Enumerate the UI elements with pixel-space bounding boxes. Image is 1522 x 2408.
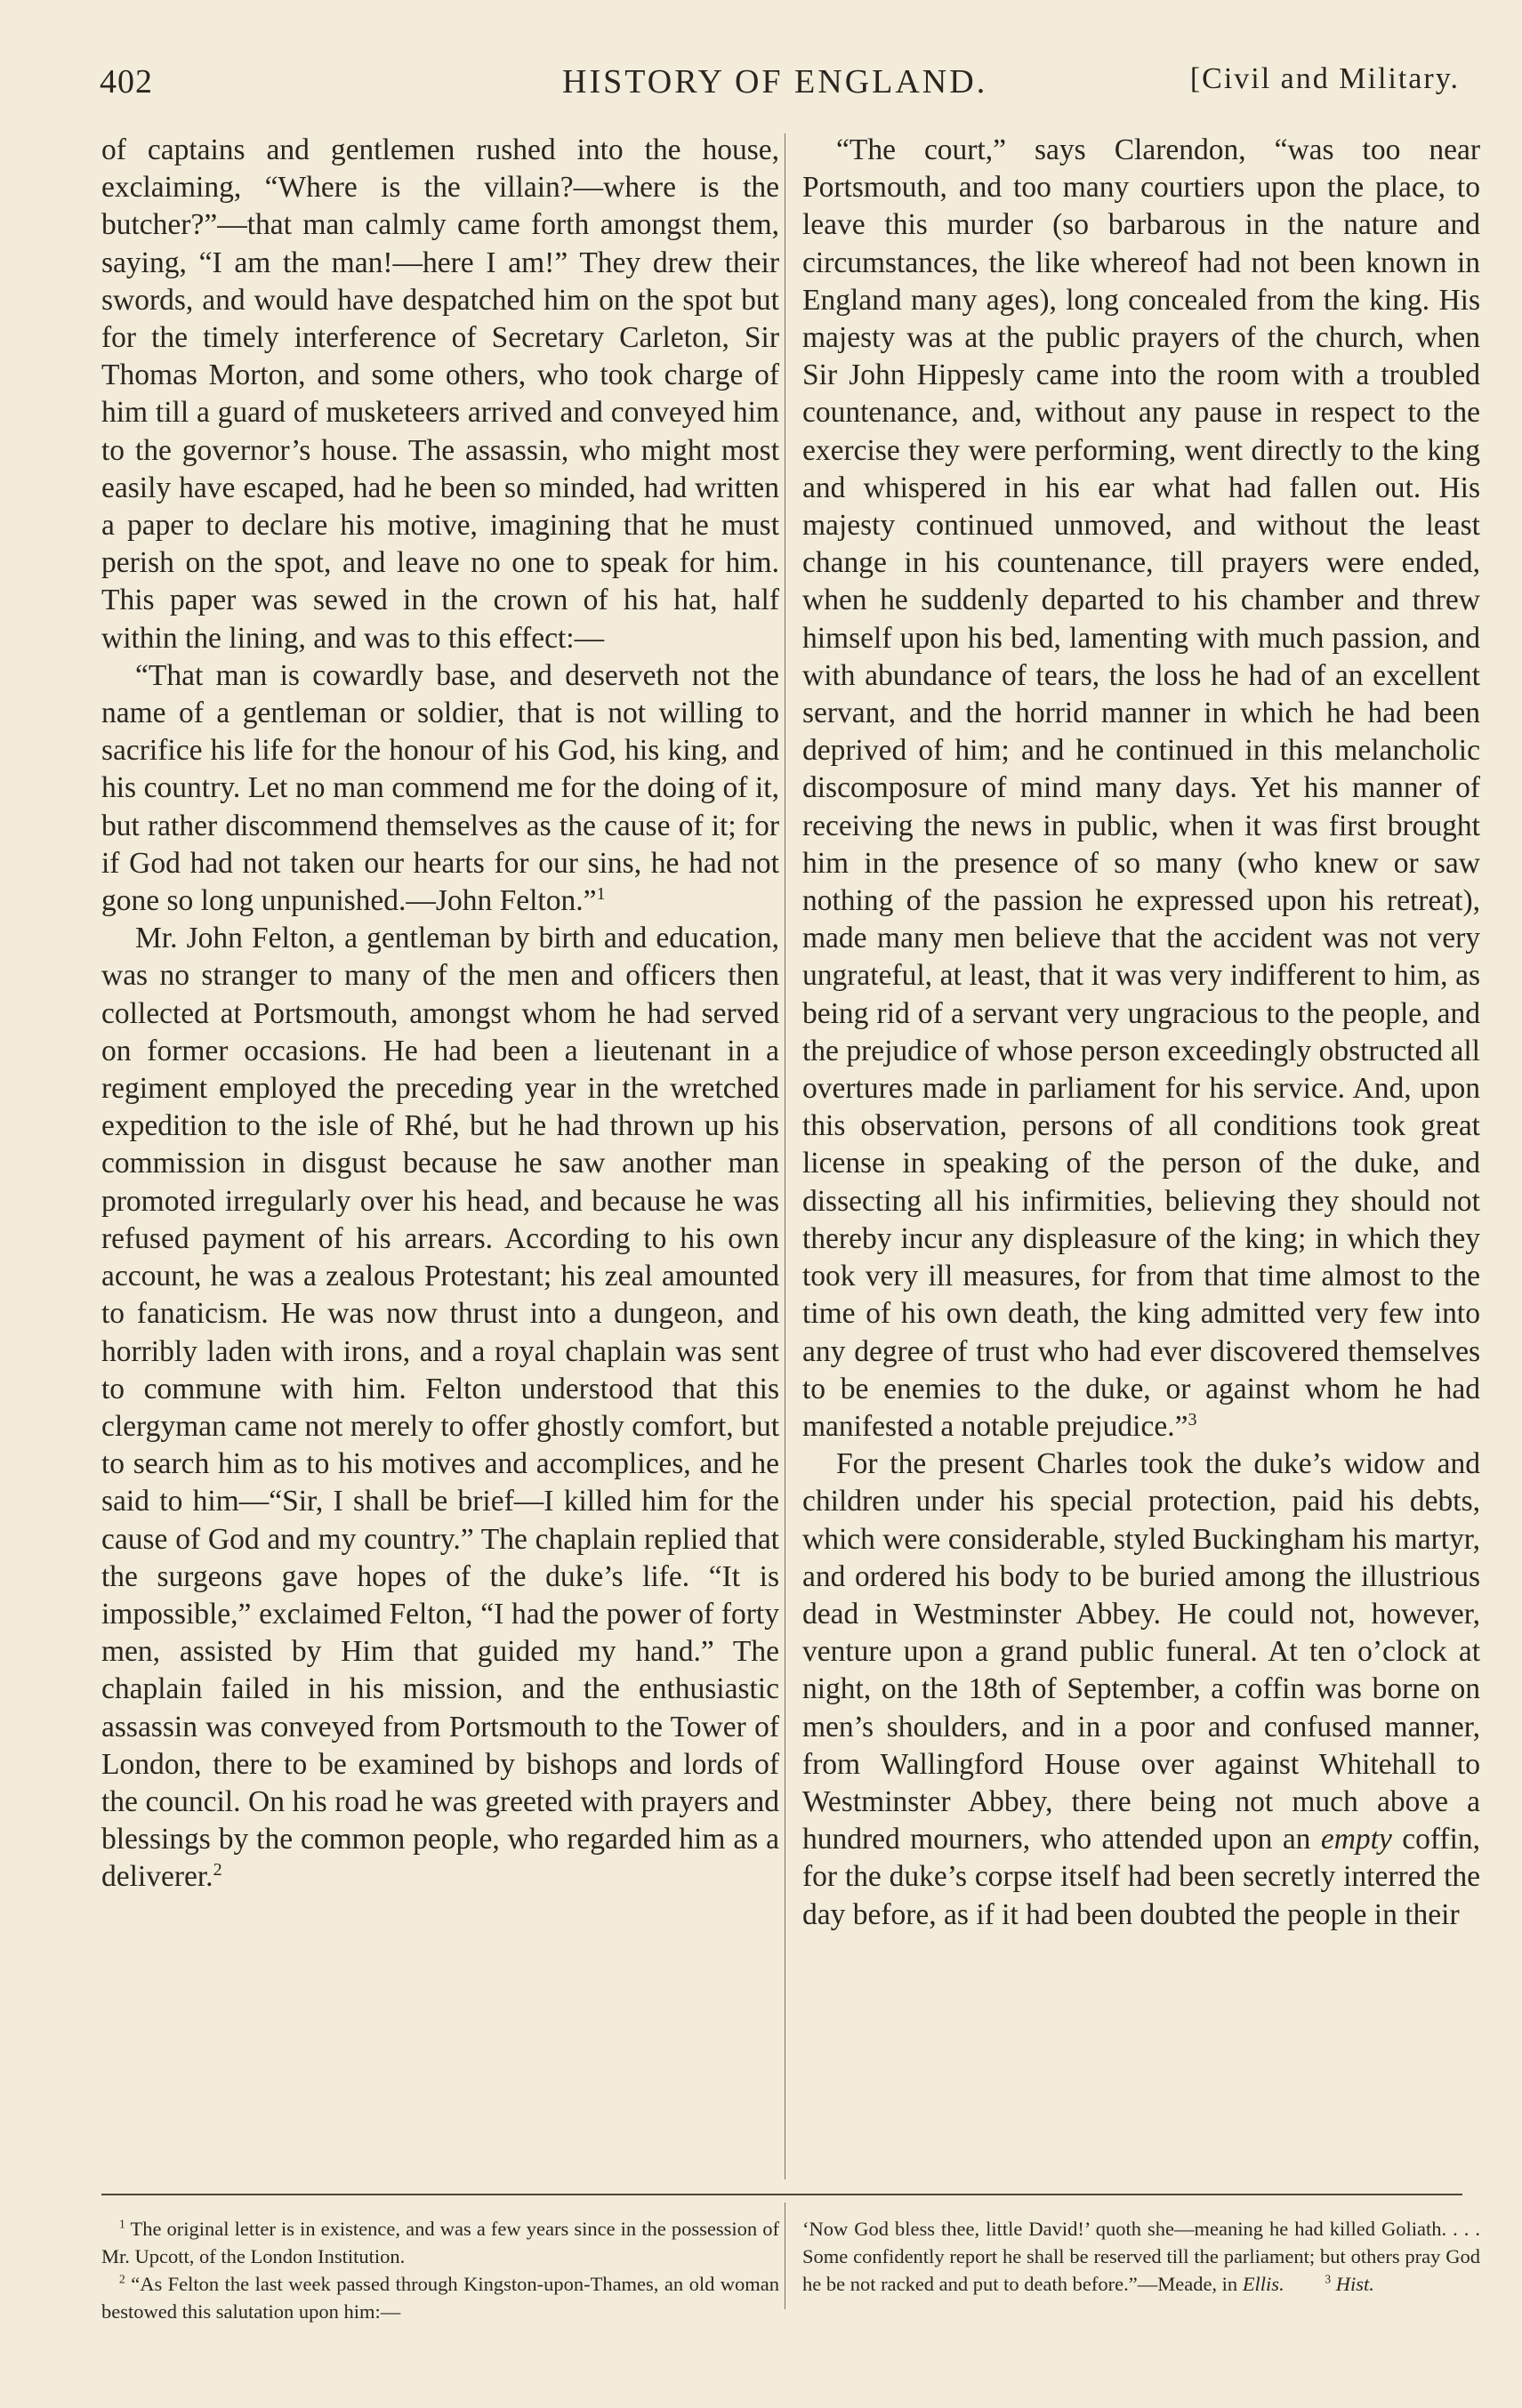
left-column <box>101 132 779 2178</box>
footnote-ref: 3 <box>1188 1409 1197 1429</box>
clarendon-quote-paragraph: “The court,” says Clarendon, “was too near Portsmouth, and too many courtiers upon the place, to leave this murder (so barbarous in the nature and circumstances, the like whereof had not been known in England many ages), long concealed from the king. His majesty was at the public prayers of the church, when Sir John Hippesly came into the room with a troubled countenance, and, without any pause in respect to the exercise they were performing, went directly to the king and whispered in his ear what had fallen out. His majesty continued unmoved, and without the least change in his countenance, till prayers were ended, when he suddenly departed to his chamber and threw himself upon his bed, lamenting with much passion, and with abundance of tears, the loss he had of an excellent servant, and the horrid manner in which he had been deprived of him; and he continued in this melancholic discomposure of mind many days. Yet his manner of receiving the news in public, when it was first brought him in the presence of so many (who knew or saw nothing of the passion he expressed upon his retreat), made many men believe that the accident was not very ungrateful, at least, that it was very indifferent to him, as being rid of a servant very ungracious to the people, and the prejudice of whose person exceedingly obstructed all overtures made in parliament for his service. And, upon this observation, persons of all conditions took great license in speaking of the person of the duke, and dissecting all his infirmities, believing they should not thereby incur any displeasure of the king; in which they took very ill measures, for from that time almost to the time of his own death, the king admitted very few into any degree of trust who had ever discovered themselves to be enemies to the duke, or against whom he had manifested a notable prejudice.”$^3$ <box>802 133 1480 1443</box>
paragraph: Mr. John Felton, a gentleman by birth and education, was no stranger to many of the men and officers then collected at Portsmouth, amongst whom he had served on former occasions. He had been a lieutenant in a regiment employed the preceding year in the wretched expedition to the isle of Rhé, but he had thrown up his commission in disgust because he saw another man promoted irregularly over his head, and because he was refused payment of his arrears. According to his own account, he was a zealous Protestant; his zeal amounted to fanaticism. He was now thrust into a dungeon, and horribly laden with irons, and a royal chaplain was sent to commune with him. Felton understood that this clergyman came not merely to offer ghostly comfort, but to search him as to his motives and accomplices, and he said to him—“Sir, I shall be brief—I killed him for the cause of God and my country.” The chaplain replied that the surgeons gave hopes of the duke’s life. “It is impossible,” exclaimed Felton, “I had the power of forty men, assisted by Him that guided my hand.” The chaplain failed in his mission, and the enthusiastic assassin was conveyed from Portsmouth to the Tower of London, there to be examined by bishops and lords of the council. On his road he was greeted with prayers and blessings by the common people, who regarded him as a deliverer.$^2$ <box>101 922 779 1894</box>
section-title: [Civil and Military. <box>1189 62 1460 95</box>
footnote-ref: 2 <box>213 1860 222 1880</box>
felton-letter-paragraph: “That man is cowardly base, and deserveth not the name of a gentleman or soldier, that is not willing to sacrifice his life for the honour of his God, his king, and his country. Let no man commend me for the doing of it, but rather discommend themselves as the cause of it; for if God had not taken our hearts for our sins, he had not gone so long unpunished.—John Felton.”$^1$ <box>101 658 779 918</box>
emphasis: empty <box>1320 1823 1392 1856</box>
footnote: $^1$ The original letter is in existence, and was a few years since in the possession of Mr. Upcott, of the London Institution. <box>101 2217 779 2267</box>
running-title: HISTORY OF ENGLAND. <box>562 63 988 101</box>
paragraph: of captains and gentlemen rushed into the house, exclaiming, “Where is the villain?—where is the butcher?”—that man calmly came forth amongst them, saying, “I am the man!—here I am!” They drew their swords, and would have despatched him on the spot but for the timely interference of Secretary Carleton, Sir Thomas Morton, and some others, who took charge of him till a guard of musketeers arrived and conveyed him to the governor’s house. The assassin, who might most easily have escaped, had he been so minded, had written a paper to declare his motive, imagining that he must perish on the spot, and leave no one to speak for him. This paper was sewed in the crown of his hat, half within the lining, and was to this effect:— <box>101 133 779 655</box>
page-number: 402 <box>100 63 153 101</box>
paragraph: For the present Charles took the duke’s widow and children under his special protection, paid his debts, which were considerable, styled Buckingham his martyr, and ordered his body to be buried among the illustrious dead in Westminster Abbey. He could not, however, venture upon a grand public funeral. At ten o’clock at night, on the 18th of September, a coffin was borne on men’s shoulders, and in a poor and confused manner, from Wallingford House over against Whitehall to Westminster Abbey, there being not much above a hundred mourners, who attended upon an empty coffin, for the duke’s corpse itself had been secretly interred the day before, as if it had been doubted the people in their <box>802 1447 1480 1931</box>
footnote-continued: ‘Now God bless thee, little David!’ quoth she—meaning he had killed Goliath. . . . Some confidently report he shall be reserved till the parliament; but others pray God he be not racked and put to death before.”—Meade, in Ellis. $^3$ Hist. <box>802 2218 1480 2295</box>
footnotes-right <box>802 2215 1480 2298</box>
footnote-rule <box>101 2194 1462 2195</box>
running-header <box>100 55 1460 109</box>
footnote-ref: 1 <box>596 883 606 904</box>
footnote: $^2$ “As Felton the last week passed through Kingston-upon-Thames, an old woman bestowed this salutation upon him:— <box>101 2272 780 2323</box>
right-column <box>802 132 1480 2178</box>
footnotes-left <box>101 2215 779 2325</box>
